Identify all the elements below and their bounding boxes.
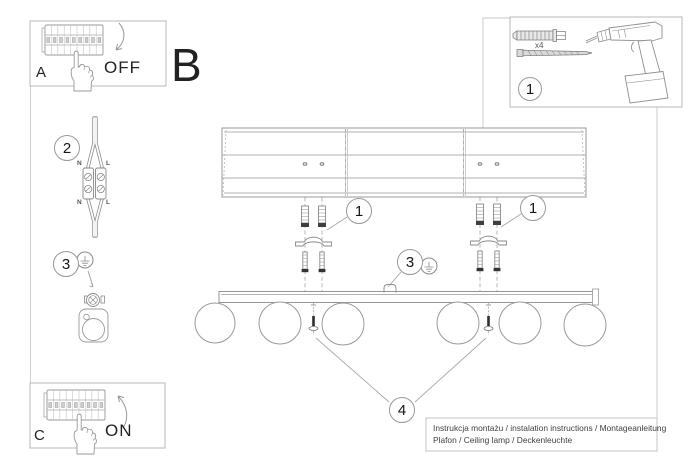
callout-3-ground-left: 3 (53, 251, 79, 277)
title-block-line1: Instrukcja montażu / instalation instructions / Montageanleitung (433, 423, 667, 433)
cable-clamps (296, 236, 507, 246)
ground-symbol-icon (77, 252, 93, 268)
on-label: ON (105, 421, 133, 440)
wire-label-l-top: L (106, 160, 110, 167)
lamp-globes (195, 302, 606, 346)
wire-label-l-bottom: L (106, 199, 110, 206)
wall-plug-icon (513, 30, 566, 42)
section-a-label: A (36, 64, 47, 81)
anchor-qty-label: x4 (535, 41, 544, 50)
mounting-anchors (301, 204, 501, 227)
title-block-line2: Plafon / Ceiling lamp / Deckenleuchte (433, 435, 573, 445)
wire-label-n-bottom: N (77, 199, 82, 206)
callout-3-ground-mid: 3 (397, 249, 423, 275)
strain-relief-bracket (77, 252, 108, 342)
ceiling-plate (222, 128, 586, 197)
section-c-label: C (34, 427, 45, 444)
callout-1-anchors-right: 1 (520, 195, 546, 221)
wire-connector-diagram (83, 118, 106, 236)
callout-2-connector: 2 (54, 135, 80, 161)
ground-symbol-icon (421, 258, 437, 274)
off-label: OFF (104, 58, 141, 77)
guide-lines (305, 198, 497, 293)
wire-label-n-top: N (77, 160, 82, 167)
callout-1-tools: 1 (518, 77, 542, 101)
callout-1-anchors-left: 1 (346, 198, 372, 224)
callout-4-globes: 4 (389, 397, 415, 423)
section-b-label: B (171, 39, 202, 91)
